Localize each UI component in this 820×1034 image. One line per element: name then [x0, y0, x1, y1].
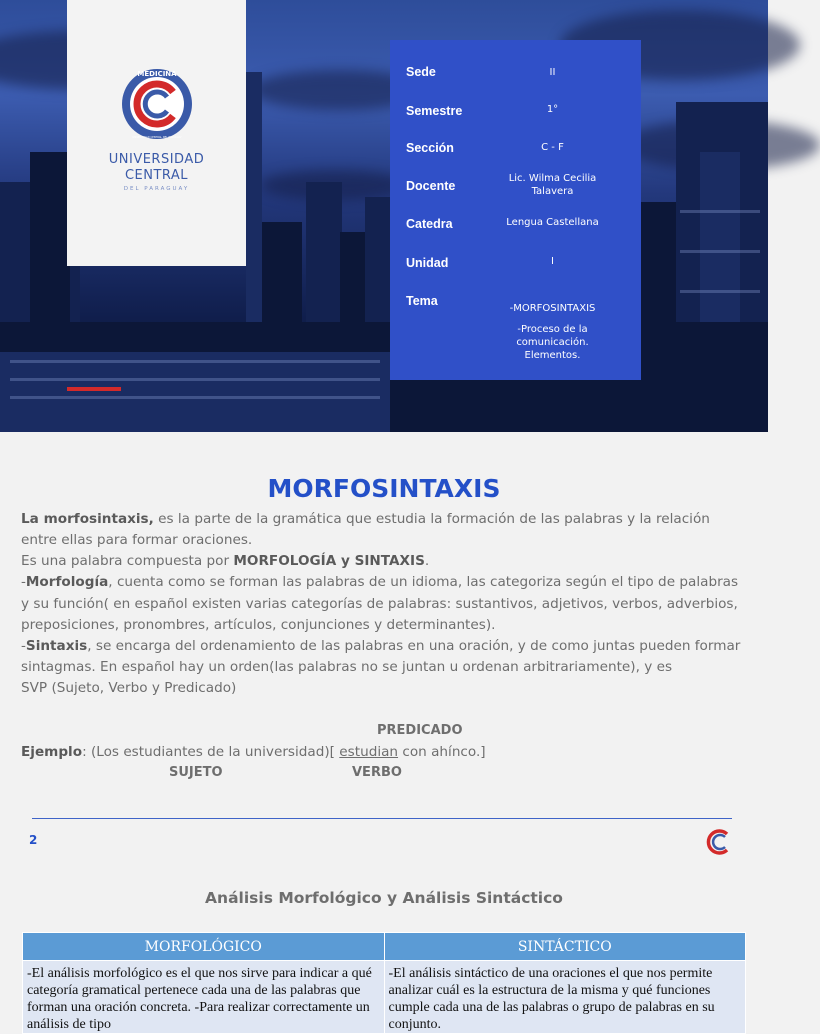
- info-value: C - F: [541, 142, 564, 153]
- course-info-card: [390, 40, 641, 380]
- accent-line: [67, 387, 121, 391]
- info-label: Tema: [406, 294, 438, 308]
- paragraph-line: [21, 553, 429, 569]
- table-header-row: [23, 933, 746, 961]
- seal-text: MEDICINA: [137, 70, 177, 78]
- text-span: .: [424, 553, 430, 569]
- text-span: , se encarga del ordenamiento de las palabras en una oración, y de como juntas pueden formar: [87, 638, 741, 654]
- text-span: -: [21, 574, 26, 590]
- university-subtitle: DEL PARAGUAY: [123, 186, 190, 192]
- table-cell-morfologico: -El análisis morfológico es el que nos sirve para indicar a qué categoría gramatical pertenece cada una de las palabras que forman una oración concreta. -Para realizar correctamente un análisis de tipo: [23, 961, 385, 1034]
- paragraph-line: SVP (Sujeto, Verbo y Predicado): [21, 680, 237, 696]
- text-span: : (Los estudiantes de la universidad)[: [82, 744, 340, 760]
- info-label: Catedra: [406, 217, 453, 231]
- info-value: Lengua Castellana: [506, 217, 599, 228]
- table-header: SINTÁCTICO: [384, 933, 745, 961]
- info-label: Sede: [406, 65, 436, 79]
- paragraph-line: [21, 511, 710, 527]
- paragraph-line: [21, 638, 740, 654]
- university-logo-card: [67, 0, 246, 266]
- university-name-line2: CENTRAL: [124, 168, 189, 183]
- bold-term: Sintaxis: [25, 638, 88, 654]
- seal-ring-text: UNIVERSIDAD CENTRAL DEL PARAGUAY: [132, 136, 182, 139]
- info-value: 1°: [546, 104, 559, 115]
- info-value-extra: -Proceso de la comunicación. Elementos.: [516, 324, 589, 361]
- paragraph-line: [21, 574, 738, 590]
- info-value: I: [551, 256, 554, 267]
- paragraph-line: preposiciones, pronombres, artículos, conjunciones y determinantes).: [21, 617, 496, 633]
- info-value: II: [549, 67, 556, 78]
- info-value: Lic. Wilma Cecilia Talavera: [508, 173, 597, 197]
- paragraph-line: y su función( en español existen varias categorías de palabras: sustantivos, adjetivos, verbos, adverbios,: [21, 596, 738, 612]
- text-span: , cuenta como se forman las palabras de un idioma, las categoriza según el tipo de palabras: [108, 574, 739, 590]
- sujeto-label: SUJETO: [169, 765, 223, 780]
- info-label: Sección: [406, 141, 454, 155]
- info-label: Semestre: [406, 104, 463, 118]
- example-verb: estudian: [339, 744, 399, 760]
- slide-title: MORFOSINTAXIS: [267, 474, 501, 503]
- bold-term: Morfología: [25, 574, 109, 590]
- page-number: 2: [29, 833, 38, 847]
- verbo-label: VERBO: [352, 765, 402, 780]
- info-label: Docente: [406, 179, 456, 193]
- bold-term: MORFOLOGÍA y SINTAXIS: [233, 553, 425, 569]
- table-row: [23, 961, 746, 1034]
- info-value: -MORFOSINTAXIS: [509, 303, 596, 314]
- example-label: Ejemplo: [21, 744, 83, 760]
- table-cell-sintactico: -El análisis sintáctico de una oraciones el que nos permite analizar cuál es la estructura de la misma y qué funciones cumple cada una de las palabras o grupo de palabras en su conjunto.: [384, 961, 745, 1034]
- university-name-line1: UNIVERSIDAD: [108, 152, 205, 167]
- example-line: [21, 744, 486, 760]
- university-logo-icon: [705, 826, 733, 858]
- predicado-label: PREDICADO: [377, 723, 463, 738]
- university-name: [67, 152, 246, 184]
- footer-divider: [32, 818, 732, 819]
- text-span: -: [21, 638, 26, 654]
- text-span: Es una palabra compuesta por: [21, 553, 234, 569]
- text-span: es la parte de la gramática que estudia la formación de las palabras y la relación: [153, 511, 710, 527]
- slide-title: Análisis Morfológico y Análisis Sintáctico: [205, 889, 563, 907]
- text-span: con ahínco.]: [398, 744, 486, 760]
- bold-term: La morfosintaxis,: [21, 511, 154, 527]
- paragraph-line: sintagmas. En español hay un orden(las palabras no se juntan u ordenan arbitrariamente), y es: [21, 659, 673, 675]
- paragraph-line: entre ellas para formar oraciones.: [21, 532, 253, 548]
- info-label: Unidad: [406, 256, 449, 270]
- table-header: MORFOLÓGICO: [23, 933, 385, 961]
- university-seal-icon: [119, 66, 195, 142]
- comparison-table: [22, 932, 746, 1034]
